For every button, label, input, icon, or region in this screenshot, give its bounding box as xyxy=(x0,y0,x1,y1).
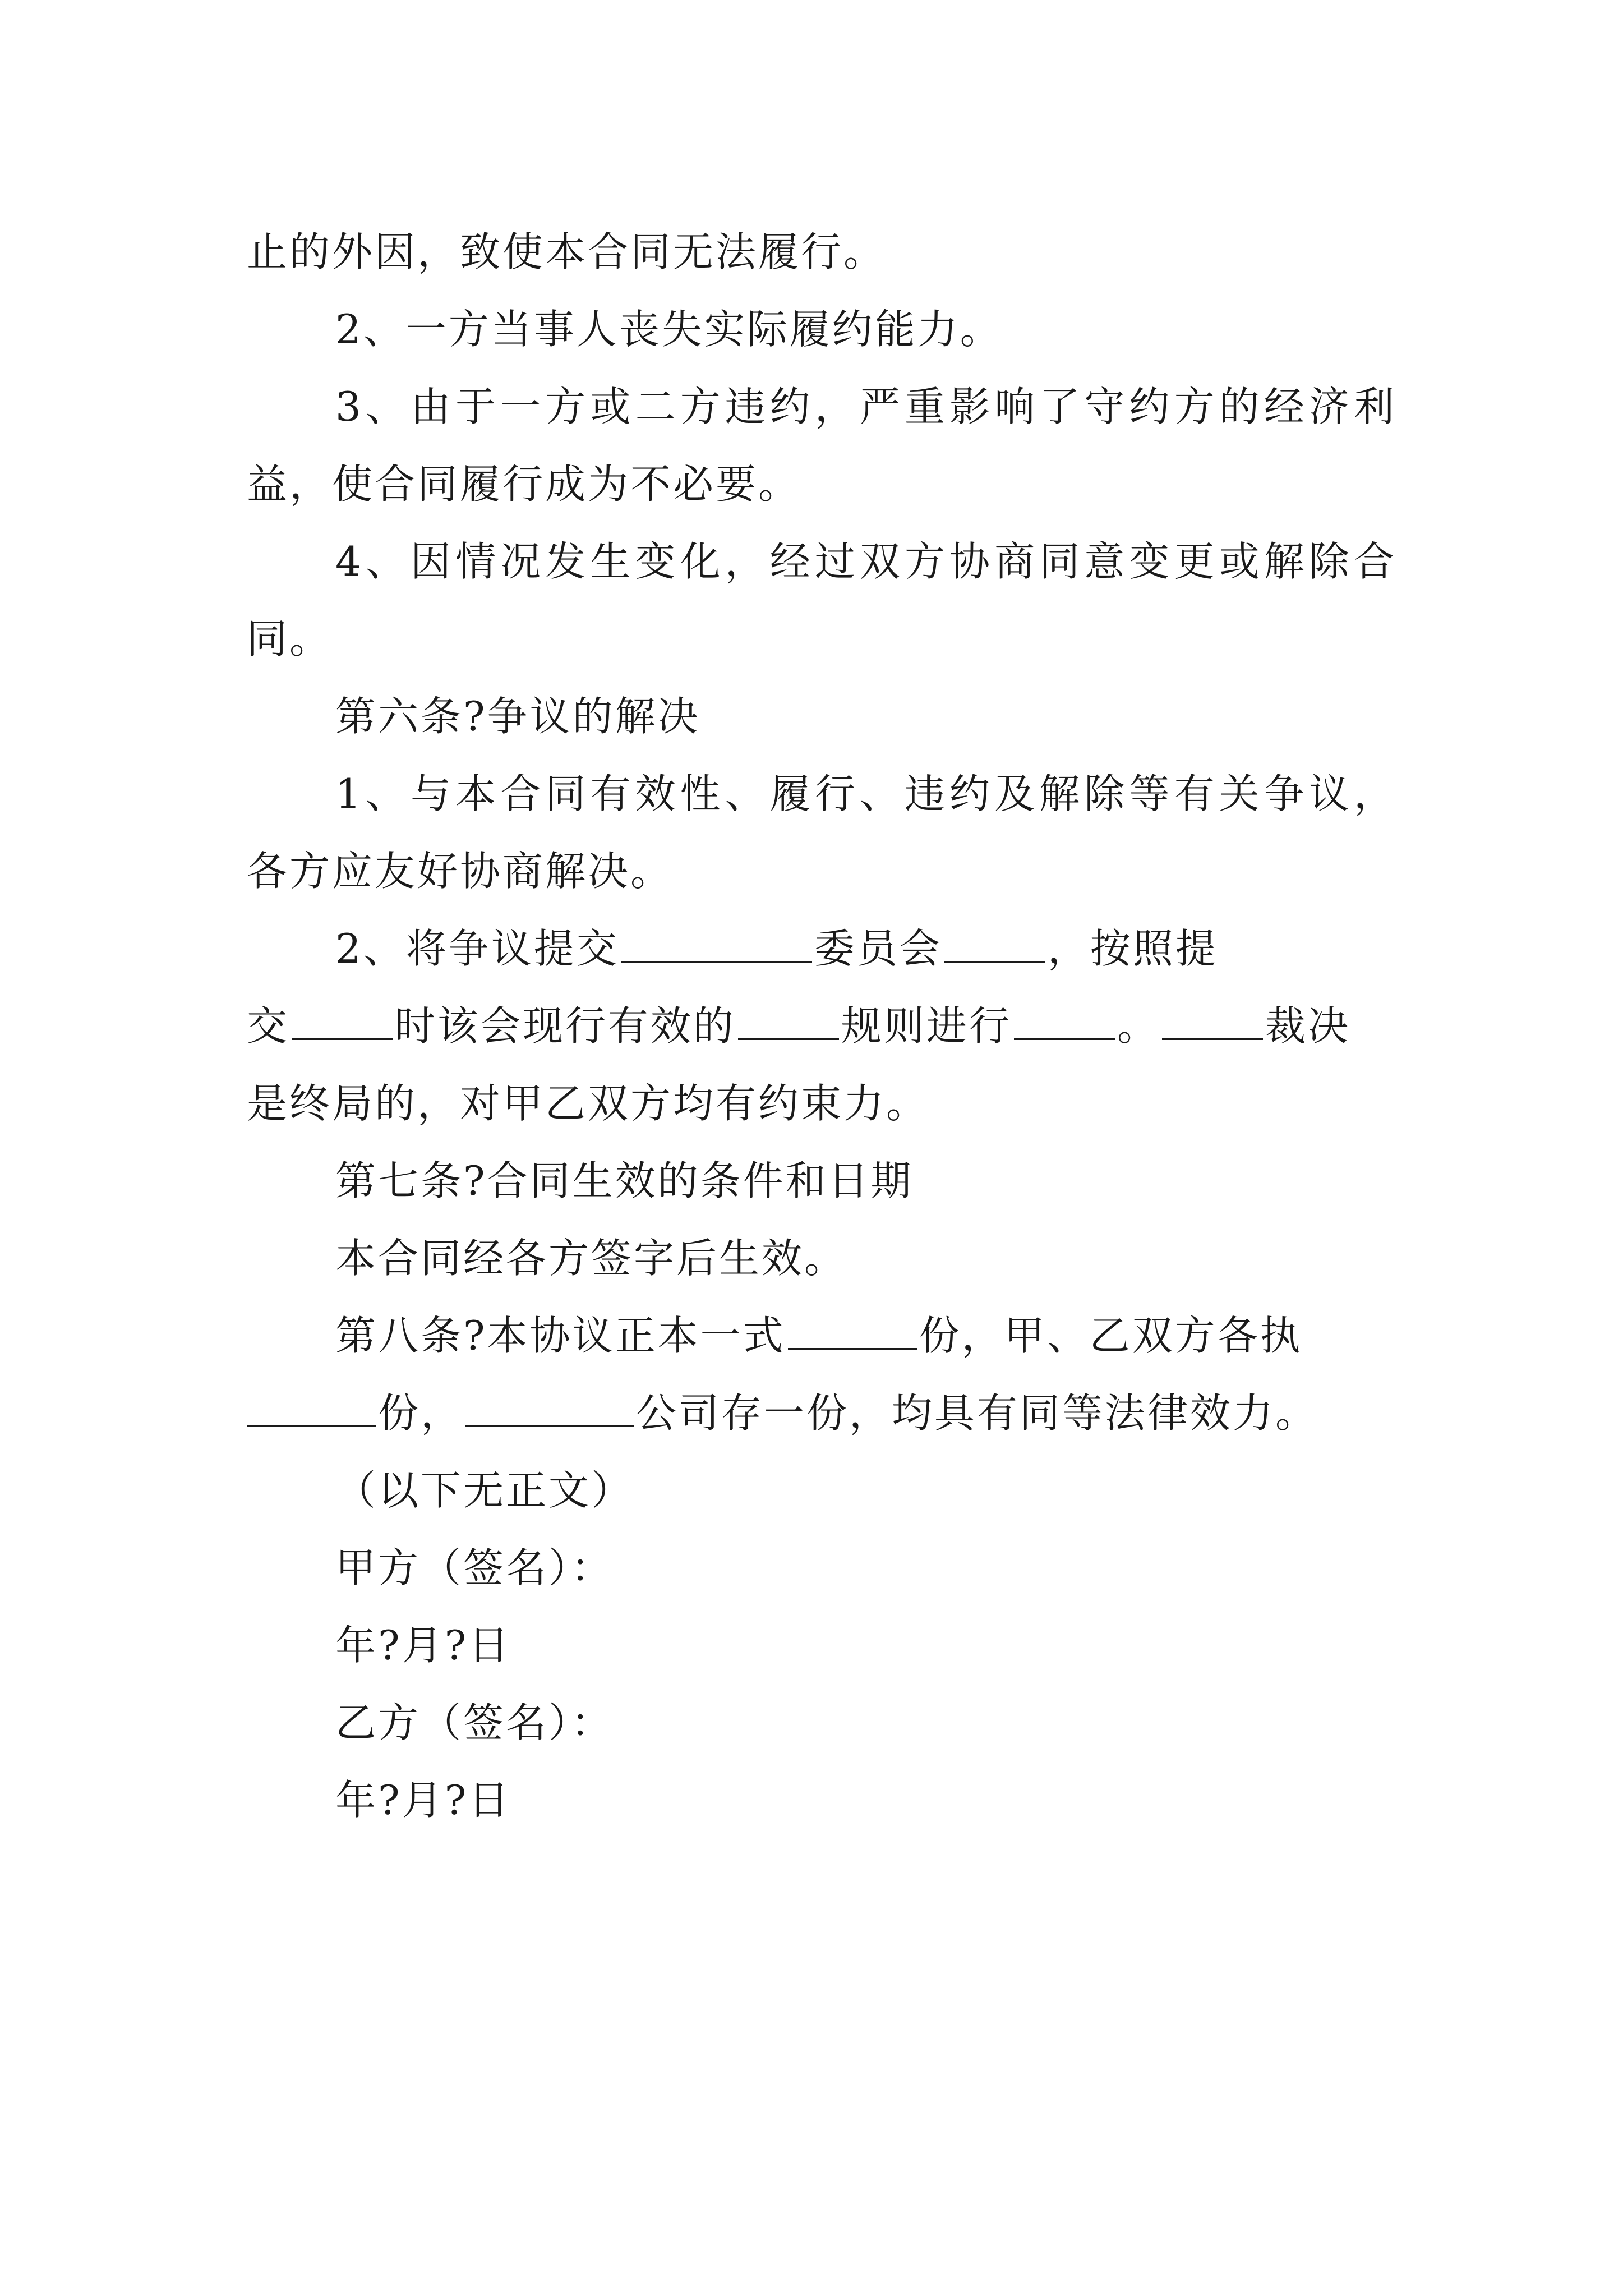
article-8-line-2 xyxy=(247,1374,1396,1452)
fill-blank[interactable] xyxy=(944,917,1045,963)
text-segment: 交 xyxy=(247,1002,290,1050)
article-6-clause-2-line-2 xyxy=(247,987,1396,1065)
fill-blank[interactable] xyxy=(738,995,839,1040)
text-segment: 2、将争议提交 xyxy=(335,925,619,972)
text-segment: 裁决 xyxy=(1265,1002,1351,1050)
article-8-line-1 xyxy=(247,1297,1396,1374)
text-segment: 规则进行 xyxy=(841,1002,1012,1050)
end-note: （以下无正文） xyxy=(335,1467,634,1514)
clause-4-line-1: 4、因情况发生变化，经过双方协商同意变更或解除合 xyxy=(335,538,1396,585)
fill-blank[interactable] xyxy=(1014,995,1115,1040)
article-6-clause-1-line-2: 各方应友好协商解决。 xyxy=(247,848,674,895)
article-6-clause-2-line-3: 是终局的，对甲乙双方均有约束力。 xyxy=(247,1080,929,1127)
clause-3-line-2: 益，使合同履行成为不必要。 xyxy=(247,461,801,508)
clause-3-line-1: 3、由于一方或二方违约，严重影响了守约方的经济利 xyxy=(335,383,1396,430)
text-segment: ，按照提 xyxy=(1047,925,1218,972)
fill-blank[interactable] xyxy=(1162,995,1263,1040)
article-6-clause-1-line-1: 1、与本合同有效性、履行、违约及解除等有关争议， xyxy=(335,770,1396,817)
text-segment: 份，甲、乙双方各执 xyxy=(919,1312,1303,1359)
party-a-date: 年?月?日 xyxy=(335,1622,511,1669)
text-segment: 。 xyxy=(1117,1002,1160,1050)
text-segment: 时该会现行有效的 xyxy=(395,1002,736,1050)
fill-blank[interactable] xyxy=(292,995,393,1040)
article-6-title: 第六条?争议的解决 xyxy=(335,693,700,740)
text-segment: 委员会 xyxy=(814,925,942,972)
text-segment: 份， xyxy=(378,1389,464,1437)
text-line: 止的外因，致使本合同无法履行。 xyxy=(247,228,887,275)
text-segment: 公司存一份，均具有同等法律效力。 xyxy=(636,1389,1318,1437)
fill-blank[interactable] xyxy=(621,917,812,963)
article-7-title: 第七条?合同生效的条件和日期 xyxy=(335,1157,914,1204)
party-a-signature: 甲方（签名）： xyxy=(335,1544,614,1591)
fill-blank[interactable] xyxy=(788,1304,917,1350)
article-7-body: 本合同经各方签字后生效。 xyxy=(335,1235,847,1282)
clause-4-line-2: 同。 xyxy=(247,615,333,662)
party-b-signature: 乙方（签名）： xyxy=(335,1699,614,1746)
party-b-date: 年?月?日 xyxy=(335,1777,511,1824)
fill-blank[interactable] xyxy=(465,1382,634,1427)
fill-blank[interactable] xyxy=(247,1382,376,1427)
text-segment: 第八条?本协议正本一式 xyxy=(335,1312,786,1359)
clause-2: 2、一方当事人丧失实际履约能力。 xyxy=(335,306,1003,353)
article-6-clause-2-line-1 xyxy=(247,910,1396,987)
document-body xyxy=(247,213,1396,1839)
